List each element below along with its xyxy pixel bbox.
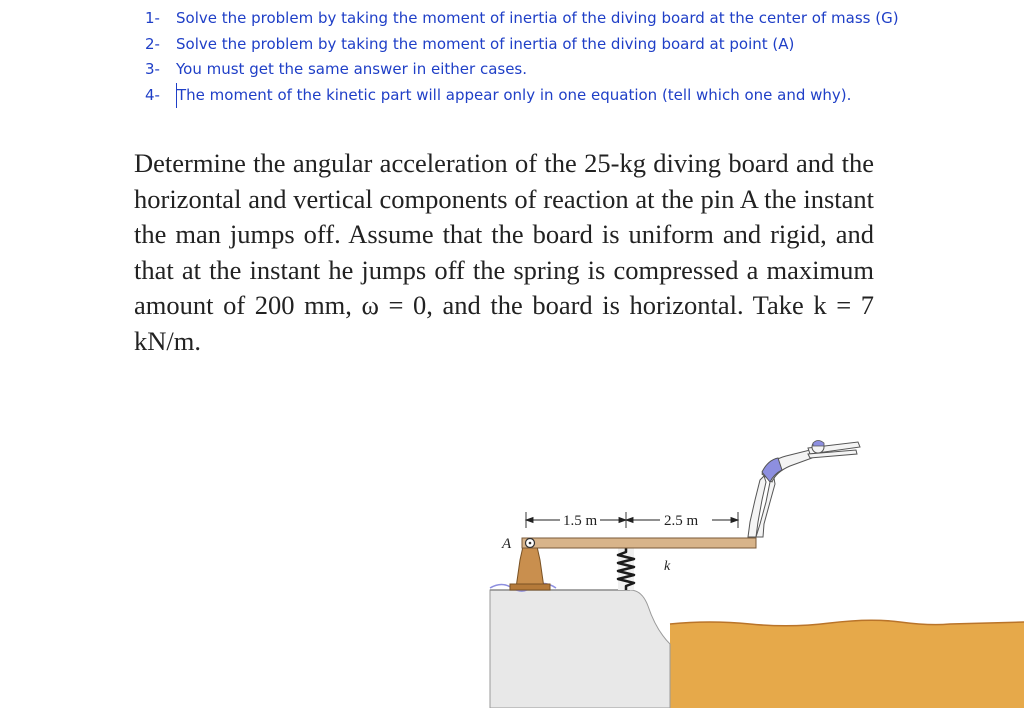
- diving-board: [522, 538, 756, 548]
- instruction-item: [140, 83, 1000, 109]
- instruction-text: Solve the problem by taking the moment of inertia of the diving board at the center of mass (G): [176, 9, 899, 27]
- instruction-item: [140, 6, 1000, 32]
- platform: [490, 590, 670, 708]
- instruction-number: 2-: [145, 34, 160, 53]
- spring: [618, 548, 634, 590]
- instruction-number: 3-: [145, 60, 160, 78]
- instruction-number: 4-: [145, 85, 160, 104]
- water: [670, 620, 1024, 708]
- diving-board-figure: [480, 430, 1024, 708]
- instruction-list: [140, 6, 1000, 108]
- dimension-label-1-5m: 1.5 m: [563, 513, 598, 529]
- instruction-text: The moment of the kinetic part will appear only in one equation (tell which one and why).: [176, 83, 851, 109]
- pin-support: [516, 542, 544, 588]
- instruction-number: 1-: [145, 9, 160, 27]
- spring-label: k: [664, 559, 671, 574]
- instruction-text: You must get the same answer in either cases.: [176, 60, 528, 78]
- dimension-lines: [526, 512, 738, 528]
- problem-statement: Determine the angular acceleration of the 25-kg diving board and the horizontal and vertical components of reaction at the pin A the instant the man jumps off. Assume that the board is uniform and rigid, and that at the instant he jumps off the spring is compressed a maximum amount of 200 mm, ω = 0, and the board is horizontal. Take k = 7 kN/m.: [134, 148, 874, 356]
- pin-label: A: [502, 536, 512, 552]
- dimension-label-2-5m: 2.5 m: [664, 513, 699, 529]
- diver: [748, 441, 860, 537]
- instruction-item: [140, 32, 1000, 58]
- pin-center: [529, 542, 532, 545]
- support-base: [510, 584, 550, 590]
- diver-cap: [813, 441, 824, 447]
- instruction-text: Solve the problem by taking the moment of inertia of the diving board at point (A): [176, 34, 795, 53]
- instruction-item: [140, 57, 1000, 83]
